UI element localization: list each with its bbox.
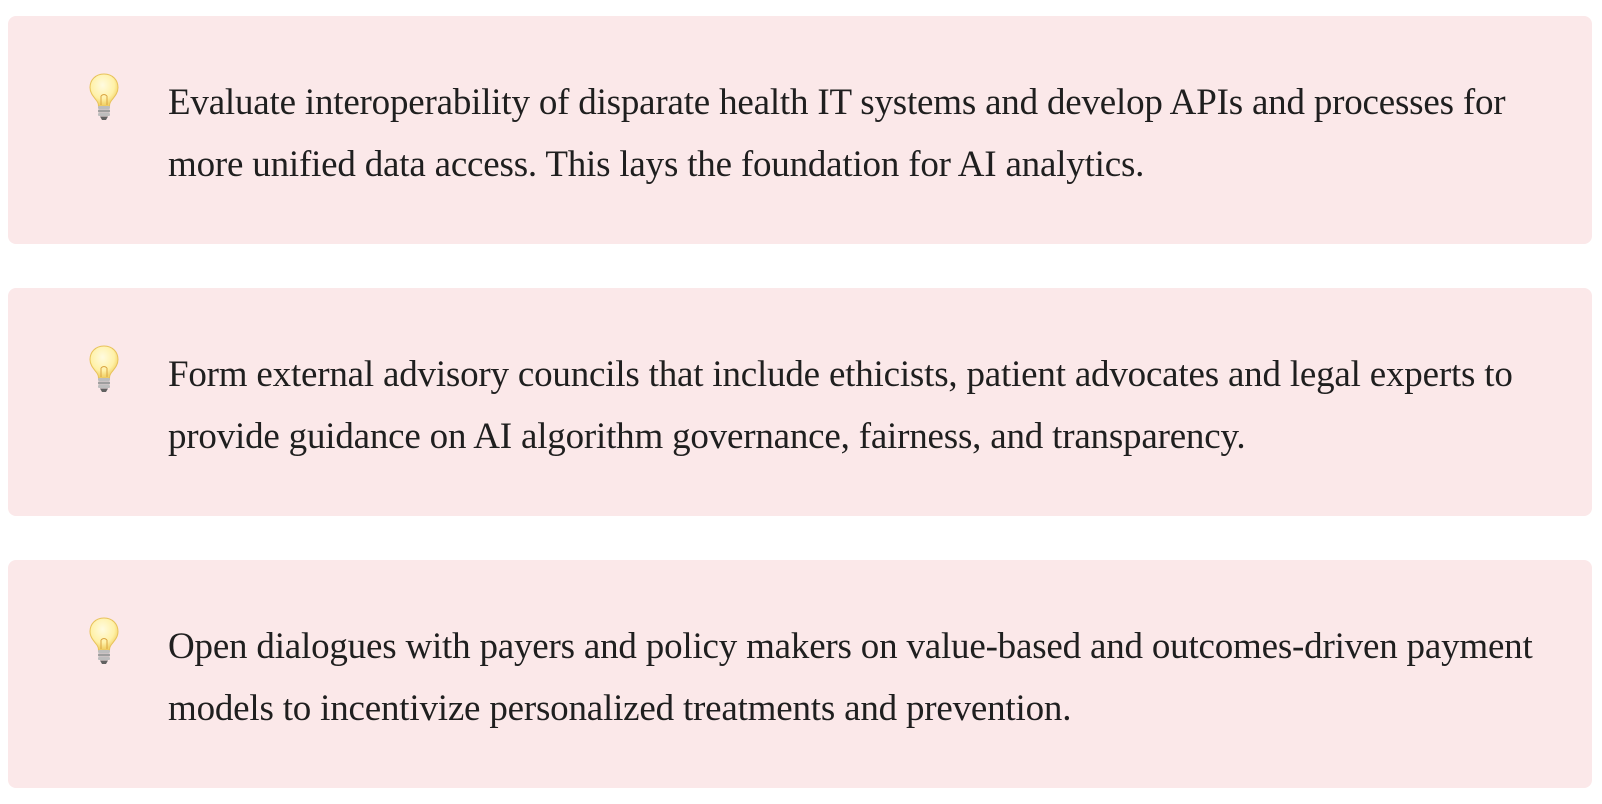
callout-text: Form external advisory councils that include ethicists, patient advocates and legal experts to provide guidance on AI algorithm governance, fairness, and transparency. xyxy=(168,354,1513,457)
lightbulb-icon xyxy=(88,616,120,666)
lightbulb-icon xyxy=(88,72,120,122)
callout-box xyxy=(8,288,1592,516)
callout-text: Evaluate interoperability of disparate health IT systems and develop APIs and processes for more unified data access. This lays the foundation for AI analytics. xyxy=(168,82,1506,185)
callout-text: Open dialogues with payers and policy makers on value-based and outcomes-driven payment models to incentivize personalized treatments and prevention. xyxy=(168,626,1533,729)
callout-box xyxy=(8,560,1592,788)
callout-box xyxy=(8,16,1592,244)
lightbulb-icon xyxy=(88,344,120,394)
